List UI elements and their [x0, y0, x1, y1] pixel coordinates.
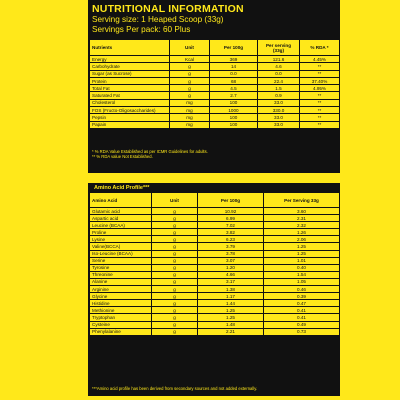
table-cell: g: [152, 257, 198, 264]
table-cell: 369: [210, 56, 258, 63]
amino-row: [90, 328, 340, 335]
table-cell: 4.45%: [300, 56, 340, 63]
table-cell: 2.06: [264, 236, 340, 243]
table-cell: 0.46: [264, 286, 340, 293]
amino-row: [90, 293, 340, 300]
table-cell: Histidine: [90, 300, 152, 307]
nutrient-row: [90, 107, 340, 114]
table-cell: Glutamic acid: [90, 208, 152, 215]
table-cell: 1.44: [198, 300, 264, 307]
table-cell: g: [152, 307, 198, 314]
table-cell: 0.41: [264, 314, 340, 321]
table-cell: mg: [170, 99, 210, 106]
table-cell: 1.5: [258, 85, 300, 92]
table-cell: 4.6: [258, 63, 300, 70]
table-cell: 4.95%: [300, 85, 340, 92]
table-cell: 0.0: [210, 70, 258, 77]
table-cell: mg: [170, 114, 210, 121]
table-cell: g: [152, 278, 198, 285]
table-cell: 10.92: [198, 208, 264, 215]
amino-table-header: [90, 193, 340, 208]
amino-row: [90, 208, 340, 215]
amino-title: Amino Acid Profile***: [94, 185, 150, 191]
table-cell: 1.25: [198, 307, 264, 314]
amino-row: [90, 300, 340, 307]
nutrient-row: [90, 114, 340, 121]
table-cell: g: [152, 208, 198, 215]
col-per-serving: Per serving (33g): [258, 40, 300, 56]
table-cell: 100: [210, 114, 258, 121]
table-cell: 2.31: [264, 215, 340, 222]
table-cell: 0.73: [264, 328, 340, 335]
table-cell: g: [170, 85, 210, 92]
table-cell: 3.79: [198, 243, 264, 250]
table-cell: Lysine: [90, 236, 152, 243]
table-cell: Cholesterol: [90, 99, 170, 106]
rda-note-2: ** % RDA value Not Established.: [92, 154, 153, 159]
table-cell: 6.99: [198, 215, 264, 222]
table-cell: 33.0: [258, 114, 300, 121]
col-per-serving: Per Serving 33g: [264, 193, 340, 208]
table-cell: 22.4: [258, 77, 300, 84]
amino-row: [90, 257, 340, 264]
table-cell: Papain: [90, 121, 170, 128]
table-cell: 2.7: [210, 92, 258, 99]
table-cell: Cysteine: [90, 321, 152, 328]
col-per-100g: Per 100g: [198, 193, 264, 208]
table-cell: Tryptophan: [90, 314, 152, 321]
table-cell: 1.25: [264, 250, 340, 257]
table-cell: Aspartic acid: [90, 215, 152, 222]
table-cell: **: [300, 92, 340, 99]
table-cell: 2.21: [198, 328, 264, 335]
nutrient-row: [90, 92, 340, 99]
table-cell: Serine: [90, 257, 152, 264]
table-cell: 4.66: [198, 271, 264, 278]
table-cell: mg: [170, 121, 210, 128]
table-cell: Proline: [90, 229, 152, 236]
table-cell: 3.07: [198, 257, 264, 264]
table-cell: 1.48: [198, 321, 264, 328]
amino-footnote: ***Amino acid profile has been derived from secondary sources and not added externally.: [92, 386, 258, 391]
table-cell: 33.0: [258, 121, 300, 128]
table-cell: 3.78: [198, 250, 264, 257]
rda-notes: [92, 149, 208, 159]
table-cell: 3.82: [198, 229, 264, 236]
table-cell: Phenylalanine: [90, 328, 152, 335]
amino-row: [90, 314, 340, 321]
amino-row: [90, 271, 340, 278]
nutrient-row: [90, 63, 340, 70]
amino-row: [90, 229, 340, 236]
nutrient-row: [90, 56, 340, 63]
servings-per-pack: Servings Per pack: 60 Plus: [92, 24, 191, 34]
col-nutrients: Nutrients: [90, 40, 170, 56]
table-cell: 1.05: [264, 278, 340, 285]
amino-panel: [88, 183, 340, 396]
amino-row: [90, 286, 340, 293]
table-cell: 1.38: [198, 286, 264, 293]
table-cell: 37.40%: [300, 77, 340, 84]
table-cell: 2.32: [264, 222, 340, 229]
serving-size: Serving size: 1 Heaped Scoop (33g): [92, 15, 224, 24]
table-cell: Methionine: [90, 307, 152, 314]
table-cell: FOS (Fructo-Oligosaccharides): [90, 107, 170, 114]
table-cell: 0.41: [264, 307, 340, 314]
table-cell: g: [152, 286, 198, 293]
table-cell: g: [152, 314, 198, 321]
table-cell: 4.5: [210, 85, 258, 92]
table-cell: Kcal: [170, 56, 210, 63]
table-cell: Sugar (as Sucrose): [90, 70, 170, 77]
table-cell: Leucine (BCAA): [90, 222, 152, 229]
table-cell: **: [300, 70, 340, 77]
amino-row: [90, 307, 340, 314]
table-cell: 7.02: [198, 222, 264, 229]
table-cell: Threonine: [90, 271, 152, 278]
table-cell: Pepsin: [90, 114, 170, 121]
nutrition-header: [88, 0, 340, 34]
col-amino-acid: Amino Acid: [90, 193, 152, 208]
nutrient-row: [90, 85, 340, 92]
col-unit: Unit: [152, 193, 198, 208]
table-cell: 0.49: [264, 321, 340, 328]
nutrient-row: [90, 70, 340, 77]
nutrition-table: [89, 39, 340, 129]
table-cell: 0.39: [264, 293, 340, 300]
table-cell: g: [152, 250, 198, 257]
table-cell: Tyrosine: [90, 264, 152, 271]
table-cell: g: [152, 264, 198, 271]
amino-row: [90, 250, 340, 257]
table-cell: Carbohydrate: [90, 63, 170, 70]
table-cell: **: [300, 99, 340, 106]
table-cell: **: [300, 107, 340, 114]
table-cell: 0.47: [264, 300, 340, 307]
table-cell: 100: [210, 99, 258, 106]
table-cell: g: [152, 229, 198, 236]
table-cell: 3.60: [264, 208, 340, 215]
table-cell: 1.25: [198, 314, 264, 321]
table-cell: 14: [210, 63, 258, 70]
table-cell: 1.54: [264, 271, 340, 278]
table-cell: **: [300, 121, 340, 128]
amino-row: [90, 321, 340, 328]
table-cell: g: [152, 321, 198, 328]
table-cell: g: [170, 77, 210, 84]
table-cell: **: [300, 63, 340, 70]
nutrient-row: [90, 121, 340, 128]
table-cell: 3.17: [198, 278, 264, 285]
amino-row: [90, 264, 340, 271]
table-cell: Saturated Fat: [90, 92, 170, 99]
table-cell: Protein: [90, 77, 170, 84]
table-cell: 0.40: [264, 264, 340, 271]
col-rda: % RDA *: [300, 40, 340, 56]
table-cell: 1.26: [264, 229, 340, 236]
table-cell: g: [152, 293, 198, 300]
amino-table: [89, 192, 340, 336]
table-cell: 1.25: [264, 243, 340, 250]
table-cell: g: [152, 328, 198, 335]
rda-note-1: * % RDA Value Established as per ICMR Guidelines for adults.: [92, 149, 208, 154]
amino-row: [90, 243, 340, 250]
amino-row: [90, 236, 340, 243]
table-cell: g: [152, 300, 198, 307]
col-per-100g: Per 100g: [210, 40, 258, 56]
table-cell: **: [300, 114, 340, 121]
table-cell: Alanine: [90, 278, 152, 285]
table-cell: Total Fat: [90, 85, 170, 92]
table-cell: 121.6: [258, 56, 300, 63]
table-cell: Valine(BCCA): [90, 243, 152, 250]
table-cell: Iso-Leucine (BCAA): [90, 250, 152, 257]
table-cell: 1000: [210, 107, 258, 114]
table-cell: Glycine: [90, 293, 152, 300]
table-cell: g: [170, 63, 210, 70]
table-cell: Energy: [90, 56, 170, 63]
nutrient-row: [90, 99, 340, 106]
nutrition-title: NUTRITIONAL INFORMATION: [92, 3, 244, 15]
table-cell: g: [152, 215, 198, 222]
table-cell: g: [152, 236, 198, 243]
table-cell: g: [152, 243, 198, 250]
nutrition-panel: [88, 0, 340, 173]
nutrition-table-header: [90, 40, 340, 56]
table-cell: g: [170, 70, 210, 77]
table-cell: mg: [170, 107, 210, 114]
table-cell: 33.0: [258, 99, 300, 106]
nutrient-row: [90, 77, 340, 84]
table-cell: 6.23: [198, 236, 264, 243]
table-cell: 1.20: [198, 264, 264, 271]
table-cell: 100: [210, 121, 258, 128]
table-cell: g: [152, 271, 198, 278]
amino-row: [90, 222, 340, 229]
amino-row: [90, 215, 340, 222]
table-cell: 330.0: [258, 107, 300, 114]
table-cell: 0.0: [258, 70, 300, 77]
table-cell: Arginine: [90, 286, 152, 293]
table-cell: 0.9: [258, 92, 300, 99]
table-cell: 1.17: [198, 293, 264, 300]
amino-row: [90, 278, 340, 285]
table-cell: 1.01: [264, 257, 340, 264]
table-cell: g: [152, 222, 198, 229]
table-cell: 68: [210, 77, 258, 84]
table-cell: g: [170, 92, 210, 99]
col-unit: Unit: [170, 40, 210, 56]
